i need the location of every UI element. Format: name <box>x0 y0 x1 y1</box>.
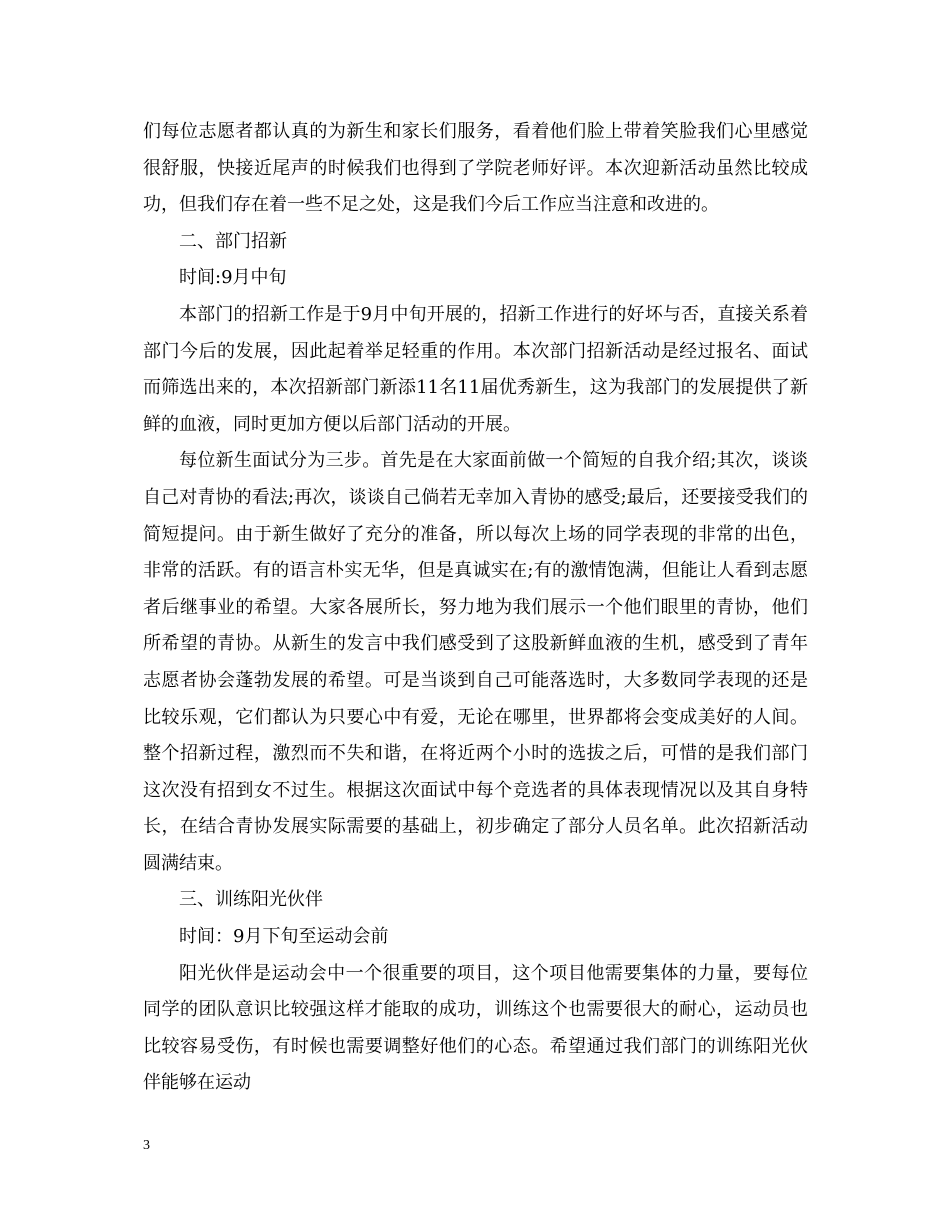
paragraph-training: 阳光伙伴是运动会中一个很重要的项目，这个项目他需要集体的力量，要每位同学的团队意识比较强这样才能取的成功，训练这个也需要很大的耐心，运动员也比较容易受伤，有时候也需要调整好他们的心态。希望通过我们部门的训练阳光伙伴能够在运动 <box>143 962 808 1094</box>
recruitment-time: 时间:9月中旬 <box>179 267 287 289</box>
page-number: 3 <box>143 1138 150 1153</box>
paragraph-recruitment-intro: 本部门的招新工作是于9月中旬开展的，招新工作进行的好坏与否，直接关系着部门今后的发展，因此起着举足轻重的作用。本次部门招新活动是经过报名、面试而筛选出来的，本次招新部门新添11名11届优秀新生，这为我部门的发展提供了新鲜的血液，同时更加方便以后部门活动的开展。 <box>143 303 808 435</box>
section-heading-training: 三、训练阳光伙伴 <box>179 889 323 911</box>
section-heading-recruitment: 二、部门招新 <box>179 230 287 252</box>
paragraph-continuation: 们每位志愿者都认真的为新生和家长们服务，看着他们脸上带着笑脸我们心里感觉很舒服，快接近尾声的时候我们也得到了学院老师好评。本次迎新活动虽然比较成功，但我们存在着一些不足之处，这是我们今后工作应当注意和改进的。 <box>143 121 808 216</box>
training-time: 时间：9月下旬至运动会前 <box>179 926 389 948</box>
paragraph-interview-process: 每位新生面试分为三步。首先是在大家面前做一个简短的自我介绍;其次，谈谈自己对青协的看法;再次，谈谈自己倘若无幸加入青协的感受;最后，还要接受我们的简短提问。由于新生做好了充分的准备，所以每次上场的同学表现的非常的出色，非常的活跃。有的语言朴实无华，但是真诚实在;有的激情饱满，但能让人看到志愿者后继事业的希望。大家各展所长，努力地为我们展示一个他们眼里的青协，他们所希望的青协。从新生的发言中我们感受到了这股新鲜血液的生机，感受到了青年志愿者协会蓬勃发展的希望。可是当谈到自己可能落选时，大多数同学表现的还是比较乐观，它们都认为只要心中有爱，无论在哪里，世界都将会变成美好的人间。整个招新过程，激烈而不失和谐，在将近两个小时的选拔之后，可惜的是我们部门这次没有招到女不过生。根据这次面试中每个竞选者的具体表现情况以及其自身特长，在结合青协发展实际需要的基础上，初步确定了部分人员名单。此次招新活动圆满结束。 <box>143 450 808 874</box>
document-body <box>143 114 808 1102</box>
